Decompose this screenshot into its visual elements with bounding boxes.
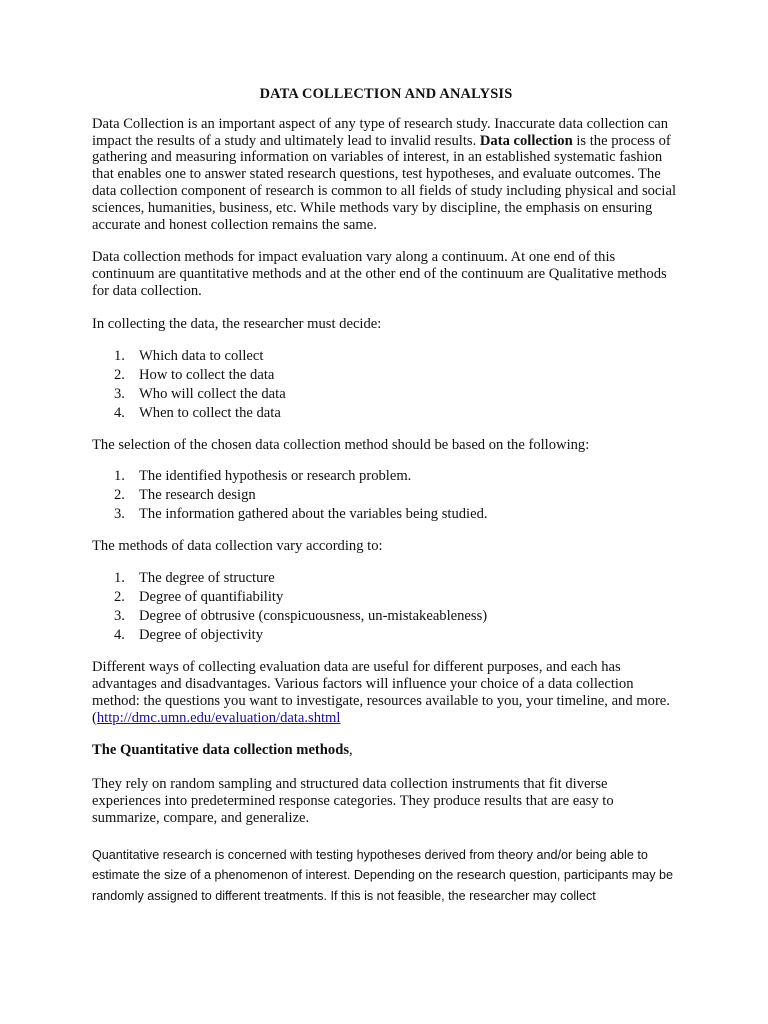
evaluation-text: Different ways of collecting evaluation data are useful for different purposes, and each has advantages and disadvantages. Various factors will influence your choice of a data collection method: the questions you want to investigate, resources available to you, your timeline, and more. ( xyxy=(92,659,670,726)
list-text: Degree of quantifiability xyxy=(139,589,284,606)
methods-vary-list xyxy=(92,569,680,645)
list-number: 3. xyxy=(114,608,125,625)
list-item xyxy=(92,347,680,366)
intro-bold-term: Data collection xyxy=(479,132,573,149)
list-number: 4. xyxy=(114,404,125,421)
decide-list xyxy=(92,347,680,423)
section-heading-text: The Quantitative data collection methods xyxy=(92,742,350,759)
reference-link[interactable]: http://dmc.umn.edu/evaluation/data.shtml xyxy=(96,709,341,726)
selection-paragraph: The selection of the chosen data collection method should be based on the following: xyxy=(92,436,590,453)
list-text: Degree of objectivity xyxy=(139,627,263,644)
intro-text-2: is the process of gathering and measuring information on variables of interest, in an established systematic fashion that enables one to answer stated research questions, test hypotheses, and evaluate outcomes. The data collection component of research is common to all fields of study including physical and social sciences, humanities, business, etc. While methods vary by discipline, the emphasis on ensuring accurate and honest collection remains the same. xyxy=(92,132,676,233)
list-text: How to collect the data xyxy=(139,366,275,383)
list-number: 1. xyxy=(114,347,125,364)
list-item xyxy=(92,588,680,607)
list-text: The degree of structure xyxy=(139,570,275,587)
list-item xyxy=(92,404,680,423)
list-item xyxy=(92,467,680,486)
list-item xyxy=(92,505,680,524)
list-number: 1. xyxy=(114,468,125,485)
list-number: 3. xyxy=(114,506,125,523)
list-number: 2. xyxy=(114,487,125,504)
section-heading-suffix: , xyxy=(349,742,353,759)
list-item xyxy=(92,569,680,588)
list-number: 3. xyxy=(114,385,125,402)
list-text: When to collect the data xyxy=(139,404,281,421)
section-heading xyxy=(92,742,680,759)
list-text: The research design xyxy=(139,487,256,504)
document-page xyxy=(92,86,680,906)
list-text: Who will collect the data xyxy=(139,385,286,402)
list-item xyxy=(92,486,680,505)
list-text: Which data to collect xyxy=(139,347,264,364)
list-item xyxy=(92,385,680,404)
decide-paragraph: In collecting the data, the researcher must decide: xyxy=(92,315,382,332)
list-number: 2. xyxy=(114,366,125,383)
intro-paragraph xyxy=(92,116,680,234)
list-item xyxy=(92,626,680,645)
list-number: 4. xyxy=(114,627,125,644)
continuum-paragraph: Data collection methods for impact evaluation vary along a continuum. At one end of this continuum are quantitative methods and at the other end of the continuum are Qualitative methods for data collection. xyxy=(92,249,667,299)
quantitative-research-paragraph: Quantitative research is concerned with testing hypotheses derived from theory and/or being able to estimate the size of a phenomenon of interest. Depending on the research question, participants may be randomly assigned to different treatments. If this is not feasible, the researcher may collect xyxy=(92,847,674,903)
document-title: DATA COLLECTION AND ANALYSIS xyxy=(259,86,513,102)
list-text: Degree of obtrusive (conspicuousness, un-mistakeableness) xyxy=(139,608,488,625)
list-number: 2. xyxy=(114,589,125,606)
list-text: The identified hypothesis or research problem. xyxy=(139,468,412,485)
list-number: 1. xyxy=(114,570,125,587)
selection-list xyxy=(92,467,680,524)
methods-vary-paragraph: The methods of data collection vary according to: xyxy=(92,538,383,555)
evaluation-paragraph xyxy=(92,659,680,726)
quantitative-paragraph: They rely on random sampling and structured data collection instruments that fit diverse experiences into predetermined response categories. They produce results that are easy to summarize, compare, and generalize. xyxy=(92,776,614,826)
list-item xyxy=(92,366,680,385)
list-text: The information gathered about the variables being studied. xyxy=(139,506,488,523)
list-item xyxy=(92,607,680,626)
intro-text-1: Data Collection is an important aspect of any type of research study. Inaccurate data collection can impact the results of a study and ultimately lead to invalid results. xyxy=(92,115,669,149)
